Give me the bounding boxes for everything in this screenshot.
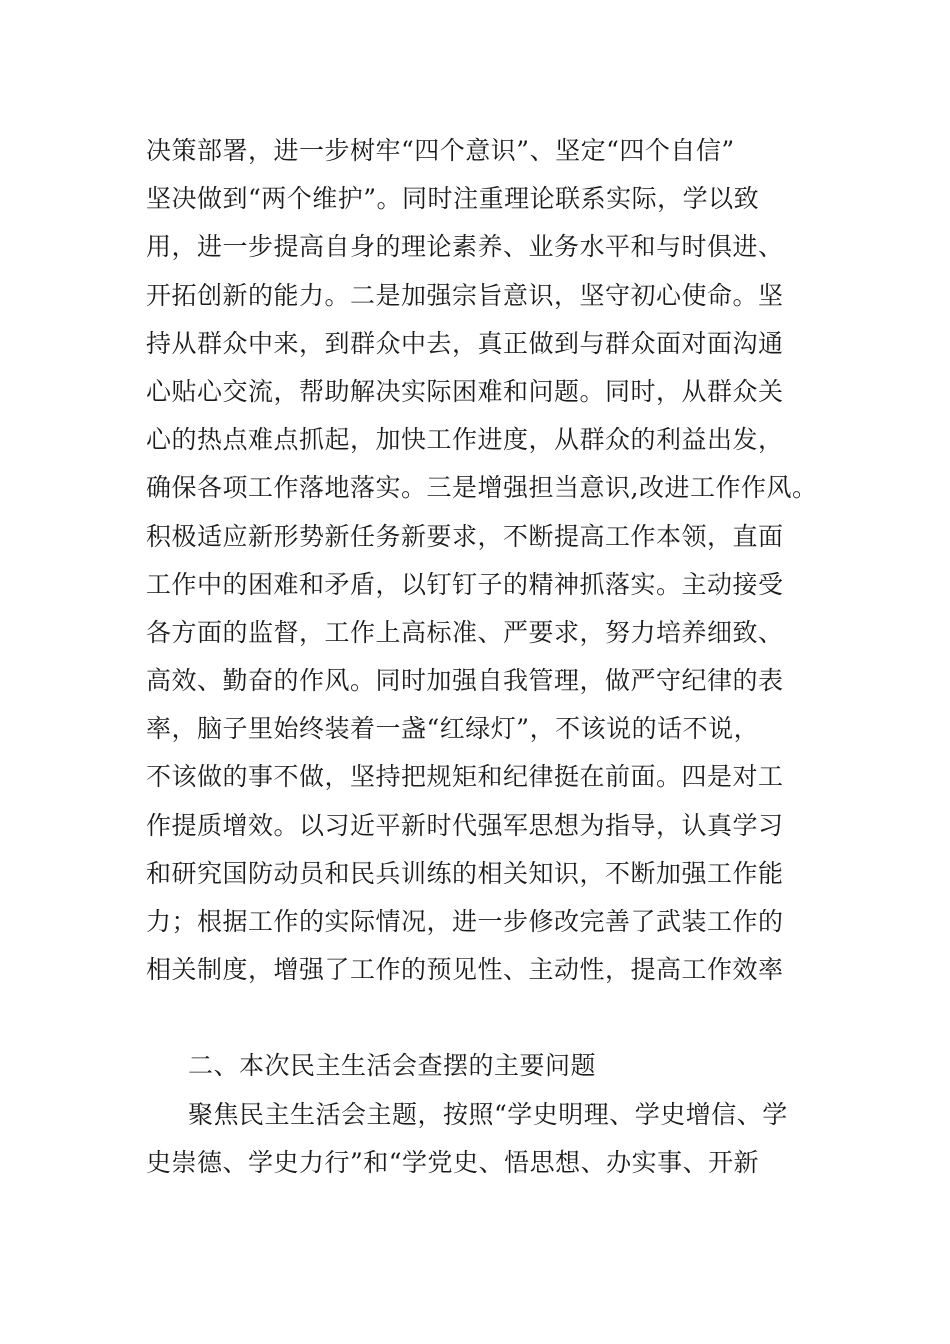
paragraph-gap	[146, 994, 846, 1042]
document-body	[146, 127, 846, 1187]
body-line: 用，进一步提高自身的理论素养、业务水平和与时俱进、	[146, 232, 784, 262]
section-line: 史崇德、学史力行”和“学党史、悟思想、办实事、开新	[146, 1147, 760, 1177]
body-line: 不该做的事不做，坚持把规矩和纪律挺在前面。四是对工	[146, 762, 784, 792]
section-line: 聚焦民主生活会主题，按照“学史明理、学史增信、学	[188, 1099, 788, 1129]
body-line: 高效、勤奋的作风。同时加强自我管理，做严守纪律的表	[146, 666, 784, 696]
body-line: 决策部署，进一步树牢“四个意识”、坚定“四个自信”	[146, 136, 735, 165]
body-line: 确保各项工作落地落实。三是增强担当意识,改进工作作风。	[146, 473, 818, 503]
body-line: 率，脑子里始终装着一盏“红绿灯”，不该说的话不说，	[146, 714, 760, 744]
body-line: 开拓创新的能力。二是加强宗旨意识，坚守初心使命。坚	[146, 280, 784, 310]
body-line: 各方面的监督，工作上高标准、严要求，努力培养细致、	[146, 617, 784, 647]
section-heading: 二、本次民主生活会查摆的主要问题	[188, 1051, 597, 1081]
body-line: 工作中的困难和矛盾，以钉钉子的精神抓落实。主动接受	[146, 569, 784, 599]
body-line: 力；根据工作的实际情况，进一步修改完善了武装工作的	[146, 907, 784, 936]
body-line: 心的热点难点抓起，加快工作进度，从群众的利益出发，	[146, 425, 784, 455]
body-line: 坚决做到“两个维护”。同时注重理论联系实际，学以致	[146, 184, 760, 214]
body-line: 和研究国防动员和民兵训练的相关知识，不断加强工作能	[146, 858, 784, 888]
body-line: 心贴心交流，帮助解决实际困难和问题。同时，从群众关	[146, 376, 784, 406]
body-line: 持从群众中来，到群众中去，真正做到与群众面对面沟通	[146, 328, 784, 358]
body-line: 作提质增效。以习近平新时代强军思想为指导，认真学习	[146, 810, 784, 840]
body-line: 积极适应新形势新任务新要求，不断提高工作本领，直面	[146, 521, 784, 551]
body-line: 相关制度，增强了工作的预见性、主动性，提高工作效率	[146, 955, 784, 985]
